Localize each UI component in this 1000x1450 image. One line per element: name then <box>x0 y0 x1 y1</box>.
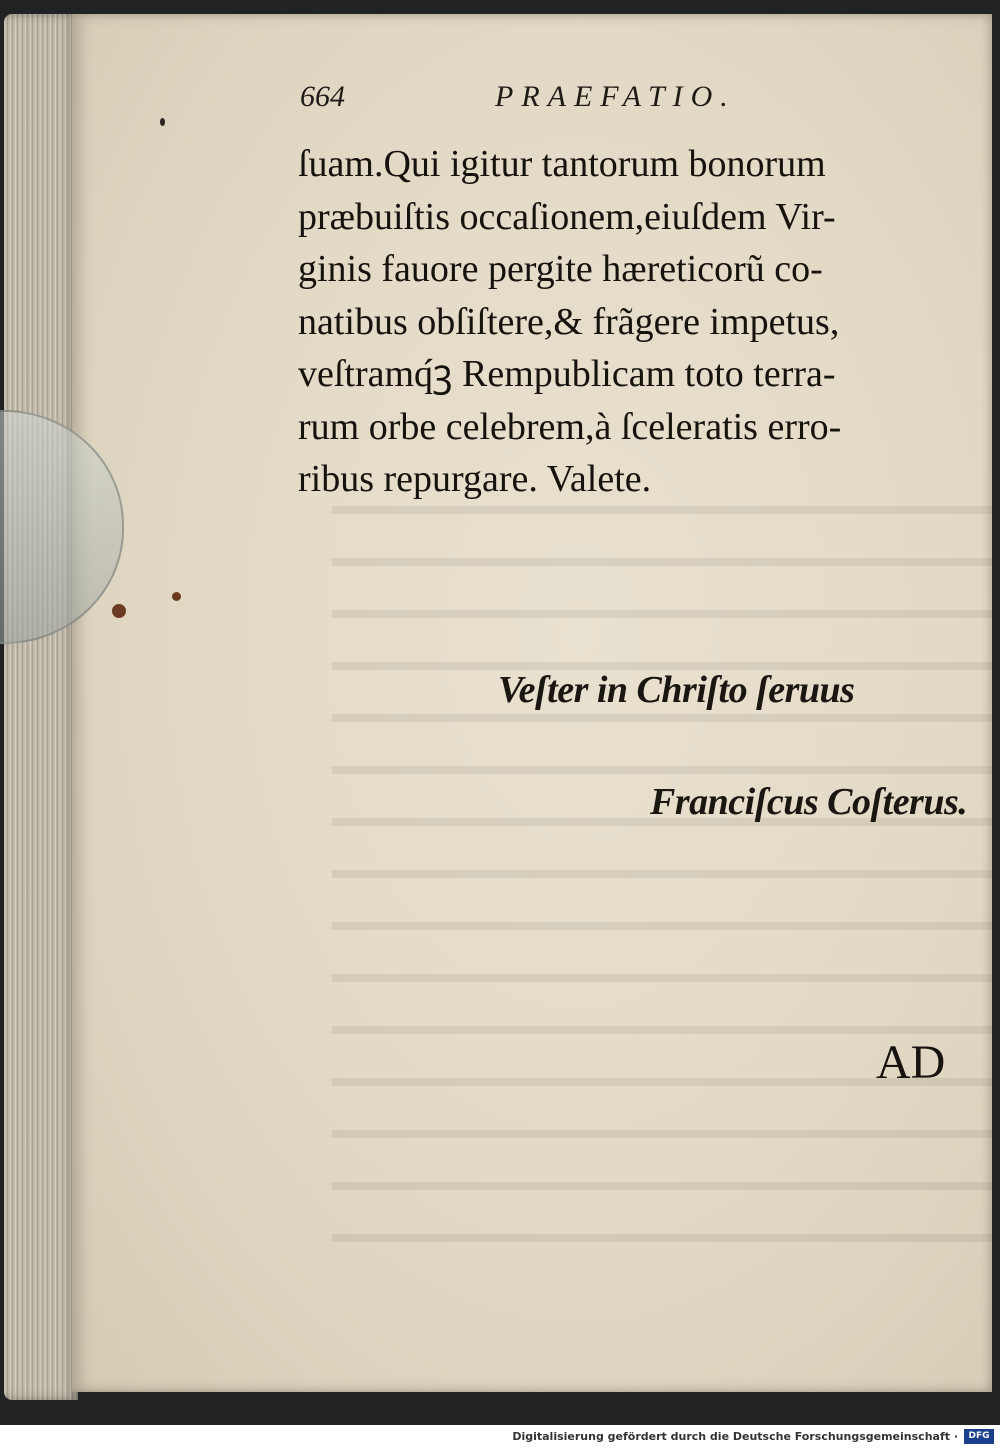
text-line: ginis fauore pergite hæreticorũ co- <box>298 248 823 290</box>
text-line: veſtramq́ꝫ Rempublicam toto terra- <box>298 353 836 395</box>
page-edges <box>4 14 78 1400</box>
show-through-text <box>332 484 1000 1244</box>
running-title: PRAEFATIO. <box>495 80 736 113</box>
text-line: præbuiſtis occaſionem,eiuſdem Vir- <box>298 195 836 238</box>
funding-notice: Digitalisierung gefördert durch die Deutsche Forschungsgemeinschaft · <box>512 1430 958 1443</box>
text-line: ribus repurgare. Valete. <box>298 458 652 500</box>
stain-spot <box>172 592 181 601</box>
signature-line-2: Franciſcus Coſterus. <box>650 781 968 823</box>
footer-bar <box>0 1425 1000 1450</box>
text-line: ſuam.Qui igitur tantorum bonorum <box>298 143 826 185</box>
stain-spot <box>112 604 126 618</box>
signature-line-1: Veſter in Chriſto ſeruus <box>498 669 855 711</box>
running-head <box>300 80 860 124</box>
text-line: rum orbe celebrem,à ſceleratis erro- <box>298 405 842 448</box>
page-number: 664 <box>300 80 345 113</box>
stain-spot <box>160 118 165 126</box>
dfg-logo: DFG <box>964 1429 994 1444</box>
body-text <box>298 138 970 506</box>
catchword: AD <box>876 1036 946 1089</box>
text-line: natibus obſiſtere,& frãgere impetus, <box>298 300 840 343</box>
